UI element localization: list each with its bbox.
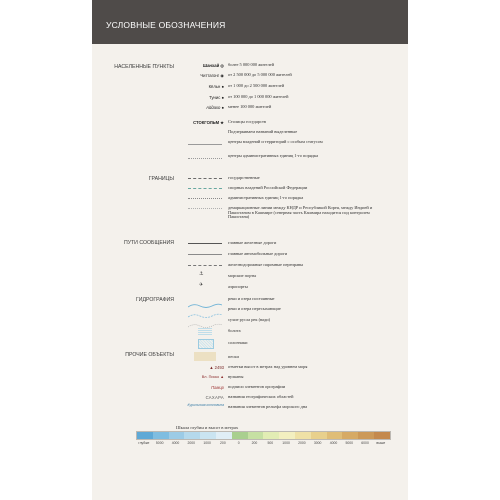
settlement-desc: менее 100 000 жителей — [228, 104, 272, 109]
ferry-line — [188, 265, 222, 266]
route-desc: аэропорты — [228, 284, 248, 289]
settlement-symbol: Шанхай ◎ — [202, 63, 224, 68]
settlement-desc: от 100 000 до 1 000 000 жителей — [228, 94, 289, 99]
volcano-symbol: Вл. Писко ▲ — [201, 375, 224, 379]
scale-label: 1000 — [282, 441, 290, 445]
settlement-desc: Подчеркиваем названий выделенные — [228, 129, 298, 134]
settlement-desc: Столицы государств — [228, 119, 266, 124]
river-permanent-mark — [188, 296, 222, 302]
river-intermittent-mark — [188, 306, 222, 312]
settlement-symbol: Айдахо ● — [206, 105, 224, 110]
scale-label: 3000 — [313, 441, 322, 445]
orography-symbol: Памир — [211, 385, 224, 390]
border-desc: спорных владений Российской Федерации — [228, 185, 308, 190]
scale-title: Шкала глубин и высот в метрах — [176, 425, 239, 430]
border-desc: демаркационные линии между КНДР и Республикой Корея, между Индией и Пакистаном в Кашмире (северная часть Кашмира находится под контролем Пакистана) — [228, 205, 373, 220]
scale-label: 5000 — [155, 441, 164, 445]
elevation-symbol: ▲ 2493 — [209, 365, 224, 370]
scale-swatch — [279, 432, 295, 439]
scale-label: 500 — [267, 441, 274, 445]
route-desc: железнодорожные паромные переправы — [228, 262, 304, 267]
settlement-desc: центры административных единиц 1-го порядка — [228, 153, 319, 158]
hydro-desc: реки и озера пересыхающие — [228, 306, 281, 311]
road-line — [188, 254, 222, 255]
scale-labels — [136, 441, 389, 445]
other-desc: подписи элементов орографии — [228, 384, 286, 389]
header-bar — [92, 0, 408, 44]
route-desc: главные железные дороги — [228, 240, 277, 245]
capital-symbol: СТОКГОЛЬМ ★ — [193, 120, 224, 125]
section-settlements: НАСЕЛЕННЫЕ ПУНКТЫ — [114, 64, 174, 70]
hydro-desc: сухие русла рек (вади) — [228, 317, 271, 322]
airplane-icon: ✈ — [199, 282, 204, 288]
other-desc: названия географических областей — [228, 394, 294, 399]
other-desc: отметки высот в метрах над уровнем моря — [228, 364, 308, 369]
depth-height-scale — [136, 431, 391, 440]
railway-line — [188, 243, 222, 244]
scale-swatch — [153, 432, 169, 439]
settlement-desc: от 2 500 000 до 5 000 000 жителей — [228, 72, 292, 77]
settlement-symbol: Кёльн ● — [208, 84, 224, 89]
scale-label: 6000 — [361, 441, 369, 445]
scale-label: 200 — [251, 441, 258, 445]
scale-label: 2000 — [187, 441, 196, 445]
hydro-desc: болота — [228, 328, 241, 333]
border-line-state — [188, 178, 222, 179]
scale-swatch — [137, 432, 153, 439]
border-desc: административных единиц 1-го порядка — [228, 195, 304, 200]
border-line-demarcation — [188, 208, 222, 209]
scale-label: 4000 — [171, 441, 180, 445]
scale-swatch — [342, 432, 358, 439]
route-desc: морские порты — [228, 273, 257, 278]
settlement-desc: от 1 000 до 2 500 000 жителей — [228, 83, 285, 88]
scale-swatch — [169, 432, 185, 439]
other-desc: названия элементов рельефа морского дна — [228, 404, 308, 409]
swamp-mark — [198, 327, 212, 335]
scale-label: 4000 — [329, 441, 338, 445]
page-title: УСЛОВНЫЕ ОБОЗНАЧЕНИЯ — [106, 20, 226, 30]
settlement-desc: центры владений и территорий с особым статусом — [228, 139, 323, 144]
scale-swatch — [216, 432, 232, 439]
section-hydro: ГИДРОГРАФИЯ — [135, 297, 174, 303]
scale-swatch — [311, 432, 327, 439]
wadi-mark — [188, 316, 222, 322]
underline-sample — [188, 158, 222, 159]
scale-swatch — [327, 432, 343, 439]
region-symbol: САХАРА — [205, 395, 224, 400]
other-desc: пески — [228, 354, 239, 359]
settlement-symbol: Читтагонг ◉ — [200, 73, 224, 78]
scale-label: 0 — [237, 441, 240, 445]
border-line-disputed — [188, 188, 222, 189]
scale-label: 5000 — [345, 441, 354, 445]
scale-swatch — [248, 432, 264, 439]
settlement-symbol: Тунис ● — [209, 95, 224, 100]
scale-label: 1000 — [203, 441, 211, 445]
border-line-admin — [188, 198, 222, 199]
hydro-desc: реки и озера постоянные — [228, 296, 275, 301]
settlement-desc: более 5 000 000 жителей — [228, 62, 274, 67]
scale-swatch — [184, 432, 200, 439]
section-other: ПРОЧИЕ ОБЪЕКТЫ — [125, 352, 174, 358]
underline-sample — [188, 144, 222, 145]
scale-label: 2000 — [298, 441, 306, 445]
border-desc: государственные — [228, 175, 260, 180]
hydro-desc: солончаки — [228, 340, 248, 345]
section-routes: ПУТИ СООБЩЕНИЯ — [123, 240, 174, 246]
scale-swatch — [374, 432, 390, 439]
seafloor-symbol: Курильская котловина — [187, 403, 224, 407]
scale-swatch — [232, 432, 248, 439]
route-desc: главные автомобильные дороги — [228, 251, 288, 256]
section-borders: ГРАНИЦЫ — [148, 176, 174, 182]
scale-label: выше — [376, 441, 386, 445]
scale-swatch — [295, 432, 311, 439]
other-desc: вулканы — [228, 374, 244, 379]
anchor-icon: ⚓ — [199, 271, 204, 277]
legend-page — [92, 0, 408, 500]
scale-swatch — [358, 432, 374, 439]
scale-label: 200 — [220, 441, 226, 445]
scale-swatch — [200, 432, 216, 439]
sand-mark — [194, 352, 216, 361]
scale-label: глубже — [138, 441, 150, 445]
scale-swatch — [263, 432, 279, 439]
saltmarsh-mark — [198, 339, 214, 349]
